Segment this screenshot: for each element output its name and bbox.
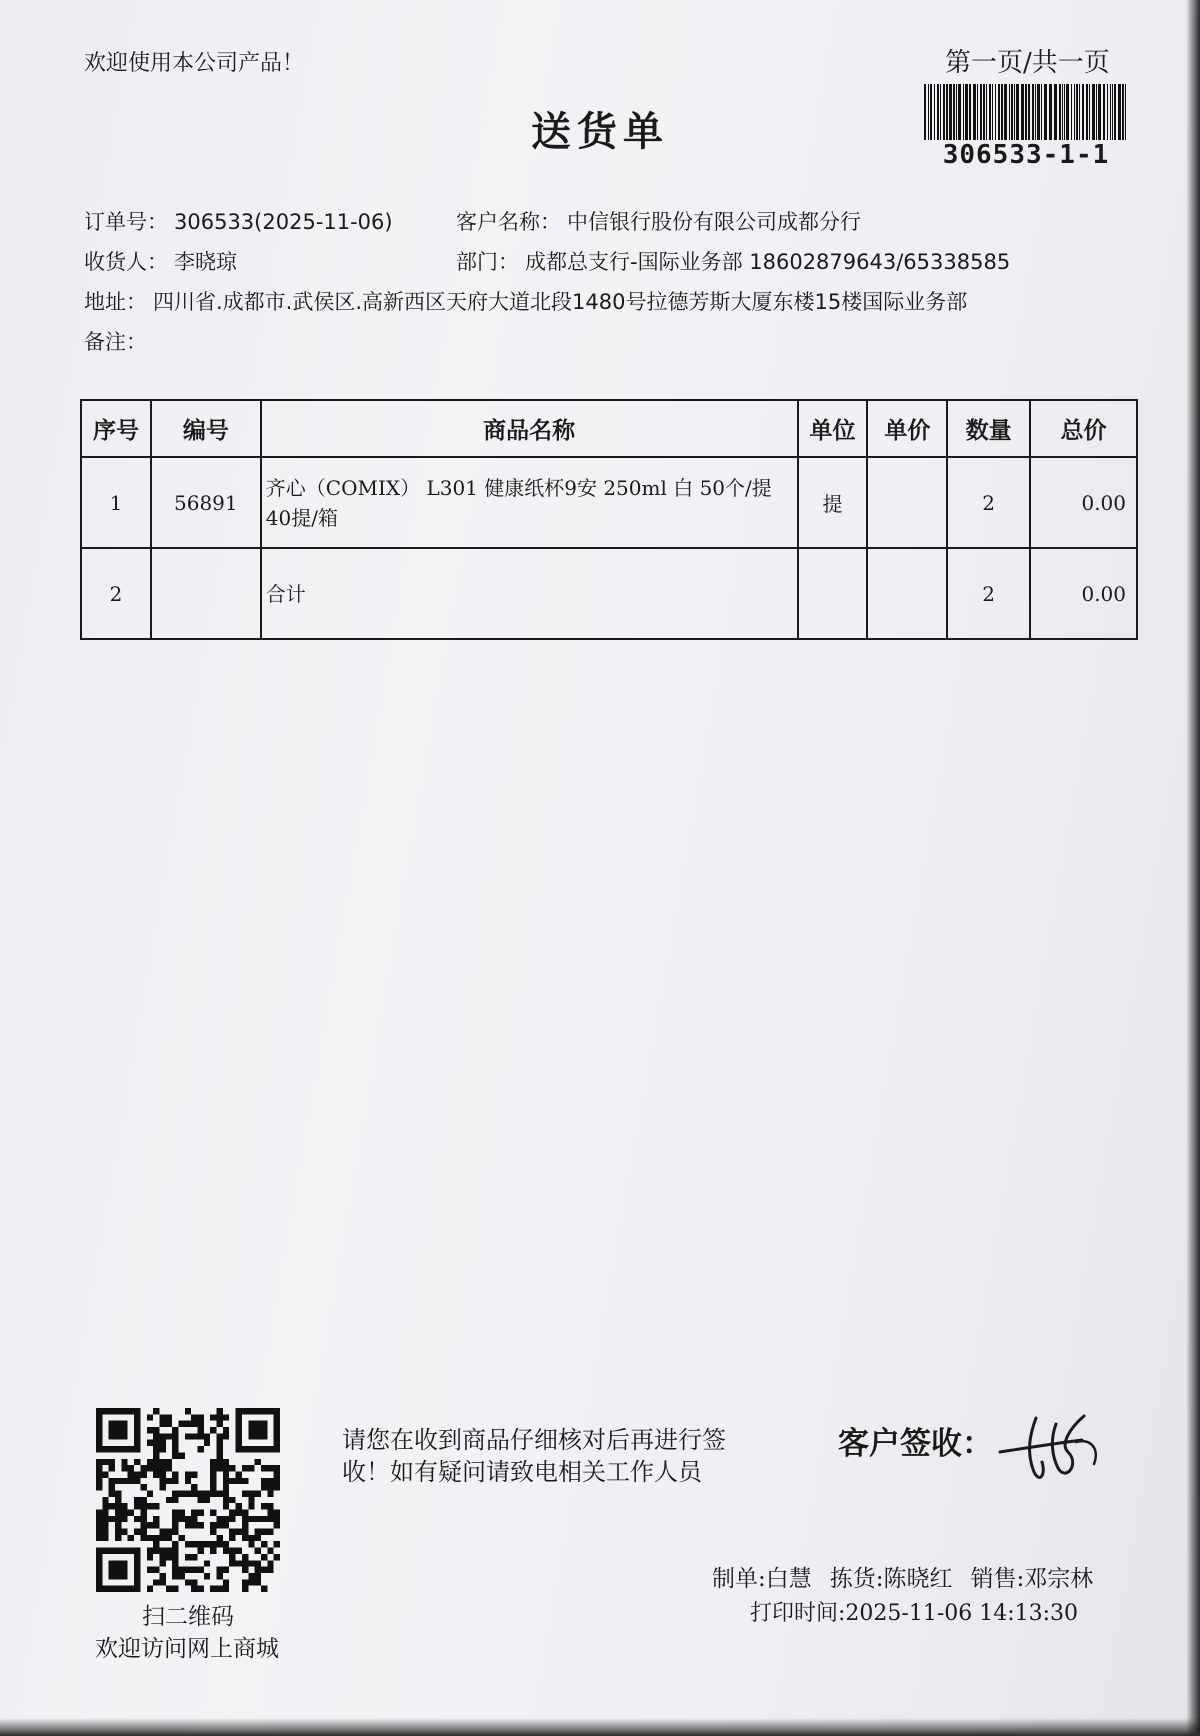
qr-caption-scan: 扫二维码 — [142, 1604, 234, 1630]
page-number: 第一页/共一页 — [945, 48, 1110, 78]
document-title: 送货单 — [531, 109, 669, 155]
barcode-icon — [922, 84, 1130, 140]
customer-name-label: 客户名称： — [456, 210, 561, 234]
customer-signature-label: 客户签收： — [838, 1426, 993, 1462]
cell-unit-price — [867, 457, 947, 548]
cell-code — [151, 548, 261, 639]
header-seq: 序号 — [81, 400, 151, 457]
qr-caption-mall: 欢迎访问网上商城 — [95, 1636, 279, 1662]
cell-total-price: 0.00 — [1030, 548, 1137, 639]
welcome-text: 欢迎使用本公司产品！ — [84, 51, 305, 76]
cell-quantity: 2 — [947, 548, 1030, 639]
table-header-row — [81, 400, 1137, 457]
remark — [84, 326, 153, 356]
receiver — [84, 246, 237, 276]
table-row — [81, 548, 1137, 639]
customer-name — [456, 206, 861, 236]
remark-label: 备注： — [84, 330, 147, 354]
department — [456, 246, 1010, 276]
items-table — [80, 399, 1138, 640]
header-total-price: 总价 — [1030, 400, 1137, 457]
cell-unit: 提 — [798, 457, 868, 548]
customer-name-value: 中信银行股份有限公司成都分行 — [567, 210, 861, 234]
receiver-label: 收货人： — [84, 250, 168, 274]
barcode-number: 306533-1-1 — [942, 140, 1110, 170]
cell-seq: 2 — [81, 548, 151, 639]
address — [84, 286, 967, 316]
header-unit-price: 单价 — [867, 400, 947, 457]
sales: 销售:邓宗林 — [970, 1566, 1094, 1592]
department-value: 成都总支行-国际业务部 18602879643/65338585 — [525, 250, 1011, 274]
header-quantity: 数量 — [947, 400, 1030, 457]
cell-total-price: 0.00 — [1030, 457, 1137, 548]
picker: 拣货:陈晓红 — [829, 1566, 953, 1592]
cell-unit — [798, 548, 868, 639]
paper-edge-shadow — [1186, 0, 1200, 1736]
order-number-value: 306533(2025-11-06) — [174, 210, 393, 234]
cell-quantity: 2 — [947, 457, 1030, 548]
order-number-label: 订单号： — [84, 210, 168, 234]
cell-product-name: 齐心（COMIX） L301 健康纸杯9安 250ml 白 50个/提 40提/箱 — [261, 457, 798, 548]
order-number — [84, 206, 393, 236]
cell-seq: 1 — [81, 457, 151, 548]
address-value: 四川省.成都市.武侯区.高新西区天府大道北段1480号拉德芳斯大厦东楼15楼国际业务部 — [153, 290, 968, 314]
maker: 制单:白慧 — [712, 1566, 812, 1592]
header-product-name: 商品名称 — [261, 400, 798, 457]
cell-total-label: 合计 — [261, 548, 798, 639]
qr-code-icon[interactable] — [96, 1408, 280, 1592]
handwritten-signature-icon — [996, 1404, 1106, 1494]
receipt-notice: 请您在收到商品仔细核对后再进行签收！如有疑问请致电相关工作人员 — [342, 1426, 726, 1486]
cell-code: 56891 — [151, 457, 261, 548]
print-time: 打印时间:2025-11-06 14:13:30 — [750, 1601, 1079, 1626]
header-unit: 单位 — [798, 400, 868, 457]
department-label: 部门： — [456, 250, 519, 274]
cell-unit-price — [867, 548, 947, 639]
header-code: 编号 — [151, 400, 261, 457]
paper-bottom-shadow — [0, 1718, 1200, 1736]
staff-line — [712, 1560, 1111, 1593]
table-row — [81, 457, 1137, 548]
address-label: 地址： — [84, 290, 147, 314]
receiver-value: 李晓琼 — [174, 250, 237, 274]
